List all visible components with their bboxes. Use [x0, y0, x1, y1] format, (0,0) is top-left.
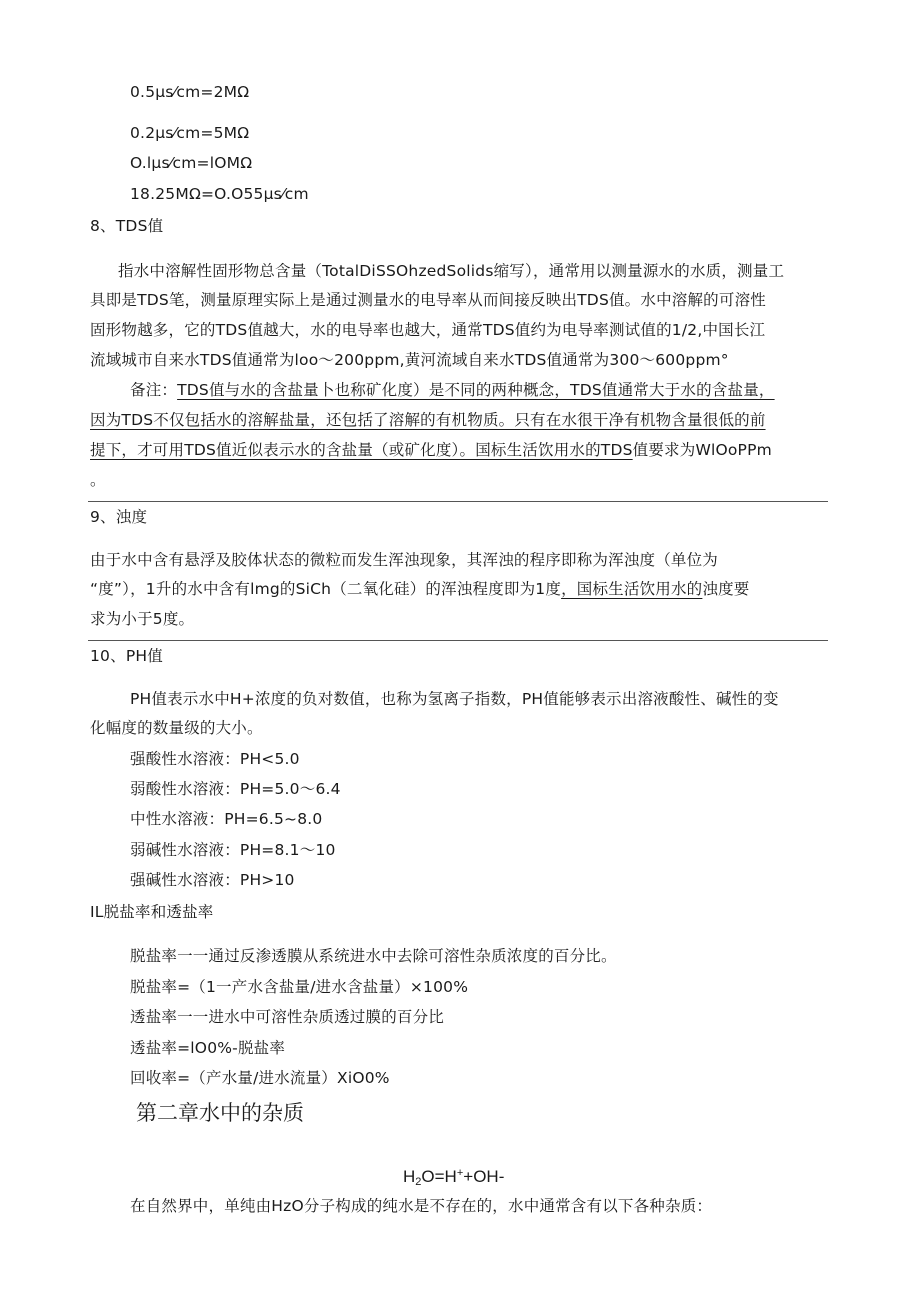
chapter2-title: 第二章水中的杂质	[136, 1101, 304, 1125]
formula-sup-plus: +	[456, 1167, 464, 1179]
section9-heading: 9、浊度	[90, 508, 148, 526]
formula-o-eq-h: O=H	[421, 1167, 457, 1186]
section9-line-3: 求为小于5度。	[90, 610, 195, 628]
conversion-line-2: 0.2μs⁄cm=5MΩ	[130, 124, 250, 142]
salt-item-3: 透盐率一一进水中可溶性杂质透过膜的百分比	[130, 1008, 445, 1026]
ph-item-3: 中性水溶液：PH=6.5~8.0	[130, 810, 323, 828]
section8-note-line-1	[130, 380, 775, 400]
ph-item-1: 强酸性水溶液：PH<5.0	[130, 750, 300, 768]
conversion-line-1: 0.5μs⁄cm=2MΩ	[130, 83, 250, 101]
section10-heading: 10、PH值	[90, 647, 163, 665]
chapter2-intro: 在自然界中，单纯由HzO分子构成的纯水是不存在的，水中通常含有以下各种杂质：	[130, 1197, 713, 1215]
note-line1-underlined: TDS值与水的含盐量卜也称矿化度）是不同的两种概念，TDS值通常大于水的含盐量，	[177, 381, 775, 399]
ph-item-2: 弱酸性水溶液：PH=5.0～6.4	[130, 780, 341, 798]
section8-note-line-4: 。	[90, 471, 106, 489]
section10-para-line-1: PH值表示水中H+浓度的负对数值，也称为氢离子指数，PH值能够表示出溶液酸性、碱性的变	[130, 690, 779, 708]
formula-tail: +OH-	[463, 1167, 505, 1186]
ph-item-5: 强碱性水溶液：PH>10	[130, 871, 295, 889]
salt-item-5: 回收率=（产水量/进水流量）XiO0%	[130, 1069, 390, 1087]
section9-line2-underlined: ，国标生活饮用水的	[561, 580, 703, 598]
salt-item-4: 透盐率=lO0%-脱盐率	[130, 1039, 286, 1057]
ph-item-4: 弱碱性水溶液：PH=8.1～10	[130, 841, 336, 859]
section9-line2-prefix: “度”），1升的水中含有lmg的SiCh（二氧化硅）的浑浊程度即为1度	[90, 580, 562, 598]
note-prefix: 备注：	[130, 381, 178, 399]
salt-item-1: 脱盐率一一通过反渗透膜从系统进水中去除可溶性杂质浓度的百分比。	[130, 947, 617, 965]
water-ionization-formula	[403, 1162, 504, 1193]
section8-para-line-2: 具即是TDS笔，测量原理实际上是通过测量水的电导率从而间接反映出TDS值。水中溶解的可溶性	[90, 291, 766, 309]
section9-line-1: 由于水中含有悬浮及胶体状态的微粒而发生浑浊现象，其浑浊的程序即称为浑浊度（单位为	[90, 551, 719, 569]
conversion-line-4: 18.25MΩ=O.O55μs⁄cm	[130, 185, 309, 203]
section8-note-line-3	[90, 440, 772, 460]
formula-h: H	[403, 1167, 416, 1186]
note-line3-underlined: 提下，才可用TDS值近似表示水的含盐量（或矿化度）。国标生活饮用水的TDS	[90, 441, 633, 459]
section10-para-line-2: 化幅度的数量级的大小。	[90, 719, 263, 737]
section8-para-line-1: 指水中溶解性固形物总含量（TotalDiSSOhzedSolids缩写），通常用以测量源水的水质，测量工	[118, 262, 785, 280]
section-divider-2	[88, 640, 828, 641]
section11-heading: IL脱盐率和透盐率	[90, 903, 214, 921]
note-line3-suffix: 值要求为WlOoPPm	[632, 441, 772, 459]
section8-para-line-4: 流域城市自来水TDS值通常为loo～200ppm,黄河流域自来水TDS值通常为300～600ppm°	[90, 351, 729, 369]
section9-line-2	[90, 579, 750, 599]
section-divider-1	[88, 501, 828, 502]
section8-heading: 8、TDS值	[90, 217, 164, 235]
section8-para-line-3: 固形物越多，它的TDS值越大，水的电导率也越大，通常TDS值约为电导率测试值的1/2,中国长江	[90, 321, 766, 339]
section8-note-line-2: 因为TDS不仅包括水的溶解盐量，还包括了溶解的有机物质。只有在水很干净有机物含量很低的前	[90, 411, 766, 429]
section9-line2-suffix: 浊度要	[702, 580, 750, 598]
conversion-line-3: O.lμs⁄cm=lOMΩ	[130, 154, 253, 172]
salt-item-2: 脱盐率=（1一产水含盐量/进水含盐量）×100%	[130, 978, 469, 996]
formula-sub-2: 2	[415, 1176, 422, 1188]
